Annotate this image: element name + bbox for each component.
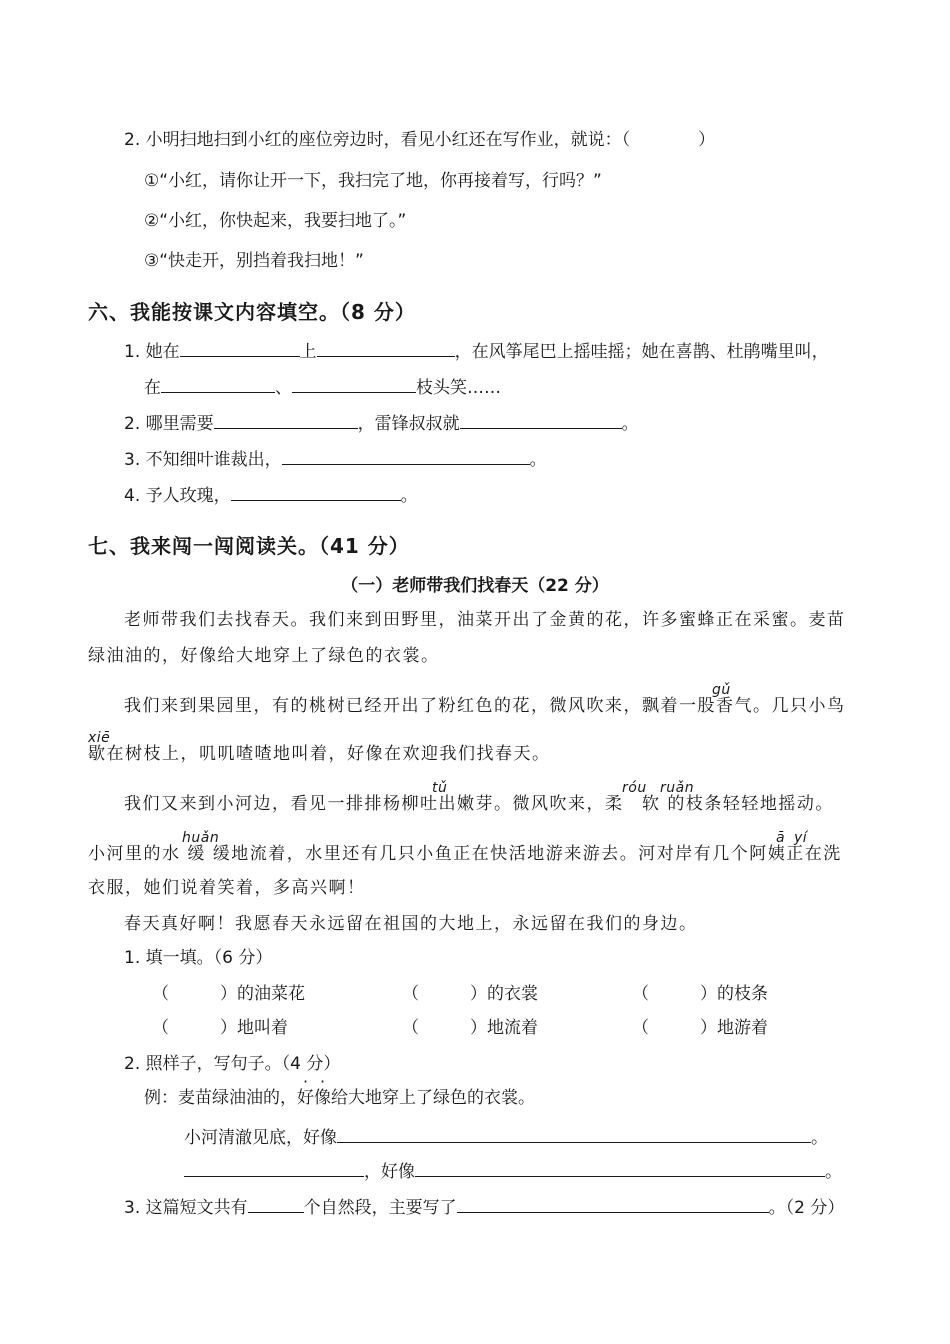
question-6-2 bbox=[124, 412, 639, 433]
passage-p1-line1: 老师带我们去找春天。我们来到田野里，油菜开出了金黄的花，许多蜜蜂正在采蜜。麦苗 bbox=[124, 610, 846, 630]
q6-2-text-b: ，雷锋叔叔就 bbox=[357, 414, 460, 434]
q6-1-text-c: ，在风筝尾巴上摇哇摇；她在喜鹊、杜鹃嘴里叫， bbox=[454, 342, 829, 362]
q6-1-text-d: 在 bbox=[144, 378, 161, 398]
pinyin-yi: yí bbox=[794, 830, 808, 846]
sentence-2-text: ，好像 bbox=[364, 1162, 415, 1182]
q7-3-text-c: 。（2 分） bbox=[768, 1198, 845, 1218]
answer-blank[interactable] bbox=[292, 376, 416, 393]
q7-3-text-b: 个自然段，主要写了 bbox=[303, 1198, 457, 1218]
sentence-1-text: 小河清澈见底，好像 bbox=[184, 1128, 337, 1148]
q6-1-text-e: 、 bbox=[275, 378, 292, 398]
sentence-2-end: 。 bbox=[825, 1162, 842, 1182]
question-6-3 bbox=[124, 448, 547, 469]
q6-3-text-a: 3. 不知细叶谁裁出， bbox=[124, 450, 282, 470]
answer-blank[interactable] bbox=[317, 340, 455, 357]
fill-item-3[interactable]: （ ）的枝条 bbox=[632, 984, 768, 1004]
answer-blank[interactable] bbox=[180, 340, 300, 357]
question-6-4 bbox=[124, 484, 418, 505]
answer-blank[interactable] bbox=[248, 1196, 304, 1213]
example-dotted-char: 像 bbox=[314, 1088, 331, 1108]
q6-1-text-a: 1. 她在 bbox=[124, 342, 180, 362]
q6-3-text-b: 。 bbox=[529, 450, 547, 470]
answer-blank[interactable] bbox=[231, 484, 401, 501]
fill-item-5[interactable]: （ ）地流着 bbox=[402, 1018, 538, 1038]
question-7-1: 1. 填一填。（6 分） bbox=[124, 948, 273, 968]
answer-blank[interactable] bbox=[161, 376, 275, 393]
question-6-1-line2 bbox=[144, 376, 501, 397]
q6-4-text-b: 。 bbox=[400, 486, 418, 506]
q7-3-text-a: 3. 这篇短文共有 bbox=[124, 1198, 248, 1218]
option-3: ③“快走开，别挡着我扫地！” bbox=[144, 251, 364, 271]
answer-blank[interactable] bbox=[184, 1160, 364, 1177]
pinyin-huan: huǎn bbox=[182, 830, 220, 846]
q6-2-text-a: 2. 哪里需要 bbox=[124, 414, 214, 434]
passage-p4: 春天真好啊！我愿春天永远留在祖国的大地上，永远留在我们的身边。 bbox=[124, 914, 698, 934]
q6-2-text-c: 。 bbox=[621, 414, 639, 434]
sentence-line-1 bbox=[184, 1126, 828, 1147]
pinyin-rou: róu bbox=[622, 780, 647, 796]
passage-p3-line3: 衣服，她们说着笑着，多高兴啊！ bbox=[88, 878, 366, 898]
answer-blank[interactable] bbox=[214, 412, 358, 429]
example-text-pre: 例：麦苗绿油油的， bbox=[144, 1088, 297, 1108]
option-1: ①“小红，请你让开一下，我扫完了地，你再接着写，行吗？” bbox=[144, 171, 602, 191]
answer-blank[interactable] bbox=[460, 412, 622, 429]
question-7-2: 2. 照样子，写句子。（4 分） bbox=[124, 1054, 341, 1074]
question-5-2: 2. 小明扫地扫到小红的座位旁边时，看见小红还在写作业，就说：（ ） bbox=[124, 130, 716, 150]
fill-item-4[interactable]: （ ）地叫着 bbox=[152, 1018, 288, 1038]
fill-item-1[interactable]: （ ）的油菜花 bbox=[152, 984, 305, 1004]
pinyin-a: ā bbox=[776, 830, 786, 846]
section-6-title: 六、我能按课文内容填空。（8 分） bbox=[88, 300, 416, 324]
passage-p1-line2: 绿油油的，好像给大地穿上了绿色的衣裳。 bbox=[88, 646, 440, 666]
passage-title: （一）老师带我们找春天（22 分） bbox=[341, 576, 609, 596]
question-6-1-line1 bbox=[124, 340, 829, 361]
passage-p3-line2: 小河里的水 缓 缓地流着，水里还有几只小鱼正在快活地游来游去。河对岸有几个阿姨正在洗 bbox=[88, 844, 842, 864]
passage-p2-line2: 歇在树枝上，叽叽喳喳地叫着，好像在欢迎我们找春天。 bbox=[88, 744, 551, 764]
answer-blank[interactable] bbox=[457, 1196, 769, 1213]
example-dotted-char: 好 bbox=[297, 1088, 314, 1108]
passage-p3-line1: 我们又来到小河边，看见一排排杨柳吐出嫩芽。微风吹来，柔 软 的枝条轻轻地摇动。 bbox=[124, 794, 834, 814]
pinyin-tu: tǔ bbox=[432, 780, 448, 796]
pinyin-xie: xiē bbox=[88, 730, 111, 746]
question-7-3 bbox=[124, 1196, 844, 1217]
answer-blank[interactable] bbox=[337, 1126, 811, 1143]
option-2: ②“小红，你快起来，我要扫地了。” bbox=[144, 211, 407, 231]
answer-blank[interactable] bbox=[282, 448, 530, 465]
sentence-line-2 bbox=[184, 1160, 842, 1181]
section-7-title: 七、我来闯一闯阅读关。（41 分） bbox=[88, 534, 410, 558]
passage-p2-line1: 我们来到果园里，有的桃树已经开出了粉红色的花，微风吹来，飘着一股香气。几只小鸟 bbox=[124, 696, 846, 716]
pinyin-gu: gǔ bbox=[712, 682, 731, 698]
sentence-1-end: 。 bbox=[811, 1128, 828, 1148]
pinyin-ruan: ruǎn bbox=[660, 780, 695, 796]
answer-blank[interactable] bbox=[415, 1160, 825, 1177]
example-text-post: 给大地穿上了绿色的衣裳。 bbox=[331, 1088, 535, 1108]
fill-item-6[interactable]: （ ）地游着 bbox=[632, 1018, 768, 1038]
q6-1-text-b: 上 bbox=[299, 342, 317, 362]
q6-1-text-f: 枝头笑…… bbox=[416, 378, 501, 398]
fill-item-2[interactable]: （ ）的衣裳 bbox=[402, 984, 538, 1004]
example-sentence bbox=[144, 1090, 535, 1107]
q6-4-text-a: 4. 予人玫瑰， bbox=[124, 486, 231, 506]
